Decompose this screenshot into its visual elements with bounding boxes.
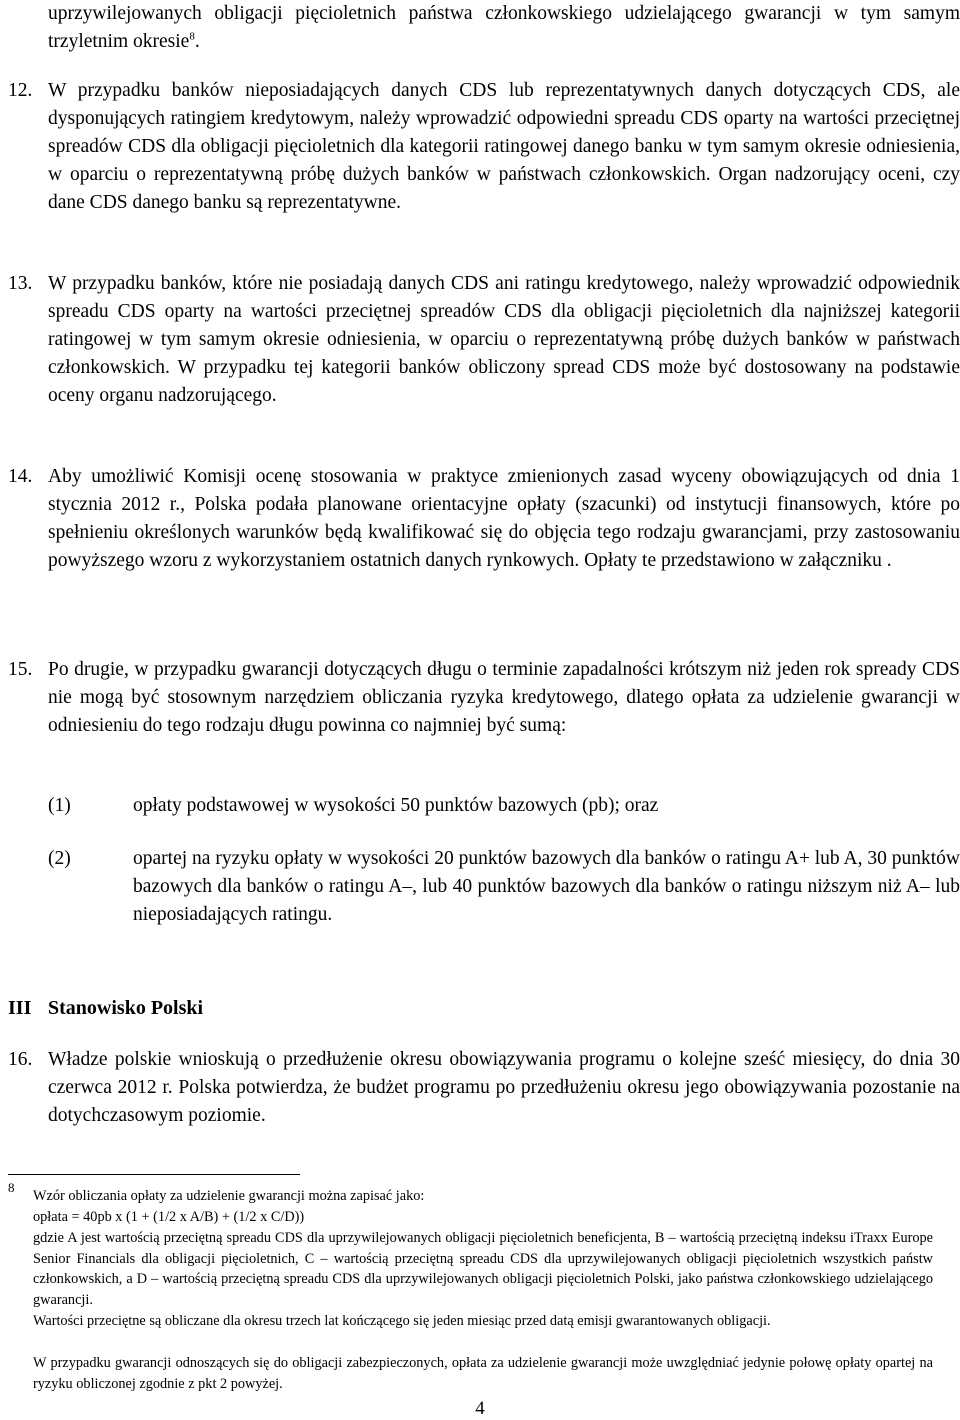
list-marker: (1) [48, 795, 71, 816]
continuation-text [48, 0, 960, 56]
footnote-formula: opłata = 40pb x (1 + (1/2 x A/B) + (1/2 x C/D)) [33, 1209, 305, 1225]
paragraph-12: W przypadku banków nieposiadających danych CDS lub reprezentatywnych danych dotyczących CDS, ale dysponujących ratingiem kredytowym, należy wprowadzić odpowiedni spreadu CDS oparty na wartości przeciętnej spreadów CDS dla obligacji pięcioletnich dla kategorii ratingowej danego banku w tym samym okresie odniesienia, w oparciu o reprezentatywną próbę dużych banków w państwach członkowskich. Organ nadzorujący oceni, czy dane CDS danego banku są reprezentatywne. [48, 80, 960, 213]
list-item: opłaty podstawowej w wysokości 50 punktów bazowych (pb); oraz [133, 795, 659, 816]
footnote-reference[interactable]: 8 [189, 30, 195, 43]
section-title: Stanowisko Polski [48, 997, 204, 1019]
paragraph-number: 12. [8, 80, 33, 101]
footnote-line: gdzie A jest wartością przeciętną spreadu CDS dla uprzywilejowanych obligacji pięcioletnich beneficjenta, B – wartością przeciętną indeksu iTraxx Europe Senior Financials dla obligacji pięcioletnich, C – wartością przeciętną spreadu CDS dla uprzywilejowanych obligacji pięcioletnich wszystkich państw członkowskich, a D – wartością przeciętną spreadu CDS dla uprzywilejowanych obligacji pięcioletnich Polski, jako państwa członkowskiego udzielającego gwarancji. [33, 1230, 933, 1308]
paragraph-14: Aby umożliwić Komisji ocenę stosowania w praktyce zmienionych zasad wyceny obowiązujących od dnia 1 stycznia 2012 r., Polska podała planowane orientacyjne opłaty (szacunki) od instytucji finansowych, które po spełnieniu określonych warunków będą kwalifikować się do objęcia tego rodzaju gwarancjami, przy zastosowaniu powyższego wzoru z wykorzystaniem ostatnich danych rynkowych. Opłaty te przedstawiono w załączniku . [48, 466, 960, 571]
footnote-line: Wartości przeciętne są obliczane dla okresu trzech lat kończącego się jeden miesiąc przed datą emisji gwarantowanych obligacji. [33, 1313, 771, 1329]
paragraph-15: Po drugie, w przypadku gwarancji dotyczących długu o terminie zapadalności krótszym niż jeden rok spready CDS nie mogą być stosownym narzędziem obliczania ryzyka kredytowego, dlatego opłata za udzielenie gwarancji w odniesieniu do tego rodzaju długu powinna co najmniej być sumą: [48, 659, 960, 736]
page-number: 4 [475, 1398, 485, 1419]
paragraph-number: 16. [8, 1049, 33, 1070]
footnote-mark: 8 [8, 1180, 15, 1195]
list-marker: (2) [48, 848, 71, 869]
footnote-line: W przypadku gwarancji odnoszących się do obligacji zabezpieczonych, opłata za udzielenie gwarancji może uwzględniać jedynie połowę opłaty opartej na ryzyku obliczonej zgodnie z pkt 2 powyżej. [33, 1355, 933, 1392]
list-item: opartej na ryzyku opłaty w wysokości 20 punktów bazowych dla banków o ratingu A+ lub A, 30 punktów bazowych dla banków o ratingu A–, lub 40 punktów bazowych dla banków o ratingu niższym niż A– lub nieposiadających ratingu. [133, 848, 960, 925]
section-number: III [8, 997, 32, 1019]
paragraph-number: 13. [8, 273, 33, 294]
paragraph-number: 15. [8, 659, 33, 680]
paragraph-13: W przypadku banków, które nie posiadają danych CDS ani ratingu kredytowego, należy wprowadzić odpowiednik spreadu CDS oparty na wartości przeciętnej spreadów CDS dla obligacji pięcioletnich dla najniższej kategorii ratingowej w tym samym okresie odniesienia, w oparciu o reprezentatywną próbę dużych banków w państwach członkowskich. W przypadku tej kategorii banków obliczony spread CDS może być dostosowany na podstawie oceny organu nadzorującego. [48, 273, 960, 406]
continuation-text-end: . [194, 31, 200, 52]
paragraph-16: Władze polskie wnioskują o przedłużenie okresu obowiązywania programu o kolejne sześć miesięcy, do dnia 30 czerwca 2012 r. Polska potwierdza, że budżet programu po przedłużeniu okresu jego obowiązywania pozostanie na dotychczasowym poziomie. [48, 1049, 960, 1126]
footnote-line: Wzór obliczania opłaty za udzielenie gwarancji można zapisać jako: [33, 1188, 425, 1204]
footnote-separator [8, 1174, 300, 1175]
paragraph-number: 14. [8, 466, 33, 487]
continuation-text-body: uprzywilejowanych obligacji pięcioletnich państwa członkowskiego udzielającego gwarancji w tym samym trzyletnim okresie [48, 3, 960, 52]
